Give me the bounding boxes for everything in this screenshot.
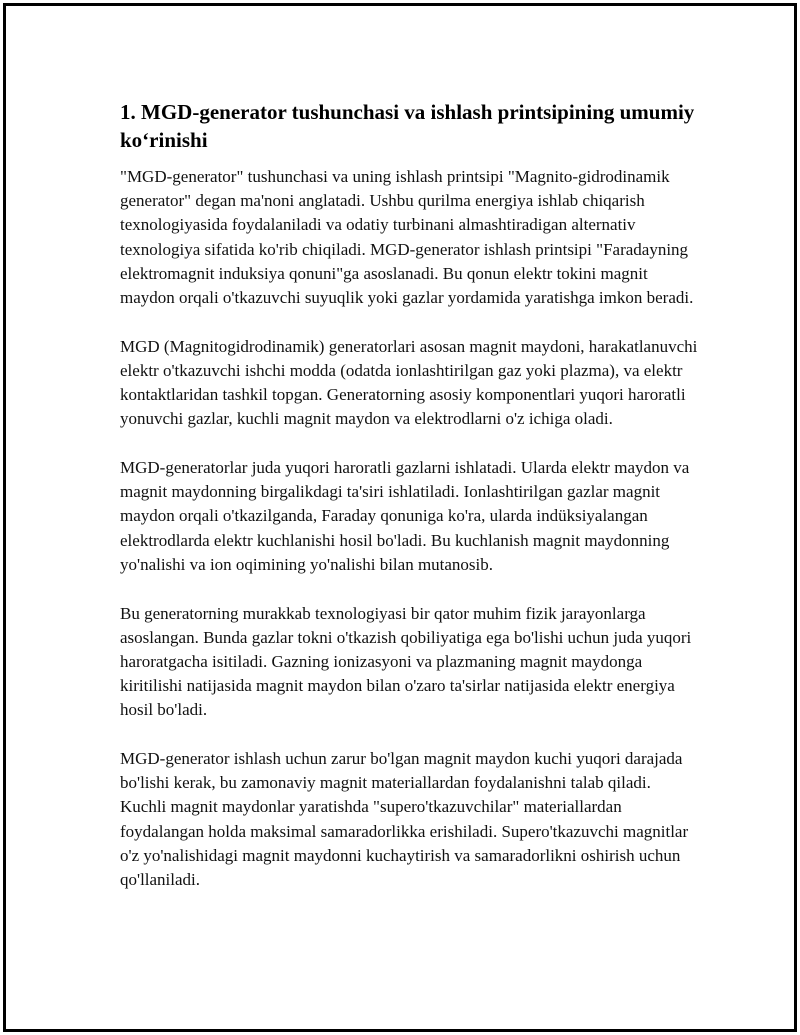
paragraph-4: Bu generatorning murakkab texnologiyasi bir qator muhim fizik jarayonlarga asoslangan. Bunda gazlar tokni o'tkazish qobiliyatiga ega bo'lishi uchun juda yuqori haroratgacha isitiladi. Gazning ionizasyoni va plazmaning magnit maydonga kiritilishi natijasida magnit maydon bilan o'zaro ta'sirlar natijasida elektr energiya hosil bo'ladi. <box>120 603 692 720</box>
paragraph-1: "MGD-generator" tushunchasi va uning ishlash printsipi "Magnito-gidrodinamik generator" degan ma'noni anglatadi. Ushbu qurilma energiya ishlab chiqarish texnologiyasida foydalaniladi va odatiy turbinani almashtiradigan alternativ texnologiya sifatida ko'rib chiqiladi. MGD-generator ishlash printsipi "Faradayning elektromagnit induksiya qonuni"ga asoslanadi. Bu qonun elektr tokini magnit maydon orqali o'tkazuvchi suyuqlik yoki gazlar yordamida yaratishga imkon beradi. <box>120 167 694 308</box>
section-heading: 1. MGD-generator tushunchasi va ishlash printsipining umumiy ko‘rinishi <box>120 100 695 152</box>
document-body <box>120 98 698 917</box>
paragraph-3: MGD-generatorlar juda yuqori haroratli gazlarni ishlatadi. Ularda elektr maydon va magnit maydonning birgalikdagi ta'siri ishlatiladi. Ionlashtirilgan gazlar magnit maydon orqali o'tkazilganda, Faraday qonuniga ko'ra, ularda indüksiyalangan elektrodlarda elektr kuchlanishi hosil bo'ladi. Bu kuchlanish magnit maydonning yo'nalishi va ion oqimining yo'nalishi bilan mutanosib. <box>120 458 690 574</box>
paragraph-2: MGD (Magnitogidrodinamik) generatorlari asosan magnit maydoni, harakatlanuvchi elektr o'tkazuvchi ishchi modda (odatda ionlashtirilgan gaz yoki plazma), va elektr kontaktlaridan tashkil topgan. Generatorning asosiy komponentlari yuqori haroratli yonuvchi gazlar, kuchli magnit maydon va elektrodlarni o'z ichiga oladi. <box>120 336 698 429</box>
paragraph-5: MGD-generator ishlash uchun zarur bo'lgan magnit maydon kuchi yuqori darajada bo'lishi kerak, bu zamonaviy magnit materiallardan foydalanishni talab qiladi. Kuchli magnit maydonlar yaratishda "supero'tkazuvchilar" materiallardan foydalangan holda maksimal samaradorlikka erishiladi. Supero'tkazuvchi magnitlar o'z yo'nalishidagi magnit maydonni kuchaytirish va samaradorlikni oshirish uchun qo'llaniladi. <box>120 749 689 890</box>
page-frame <box>3 3 797 1032</box>
